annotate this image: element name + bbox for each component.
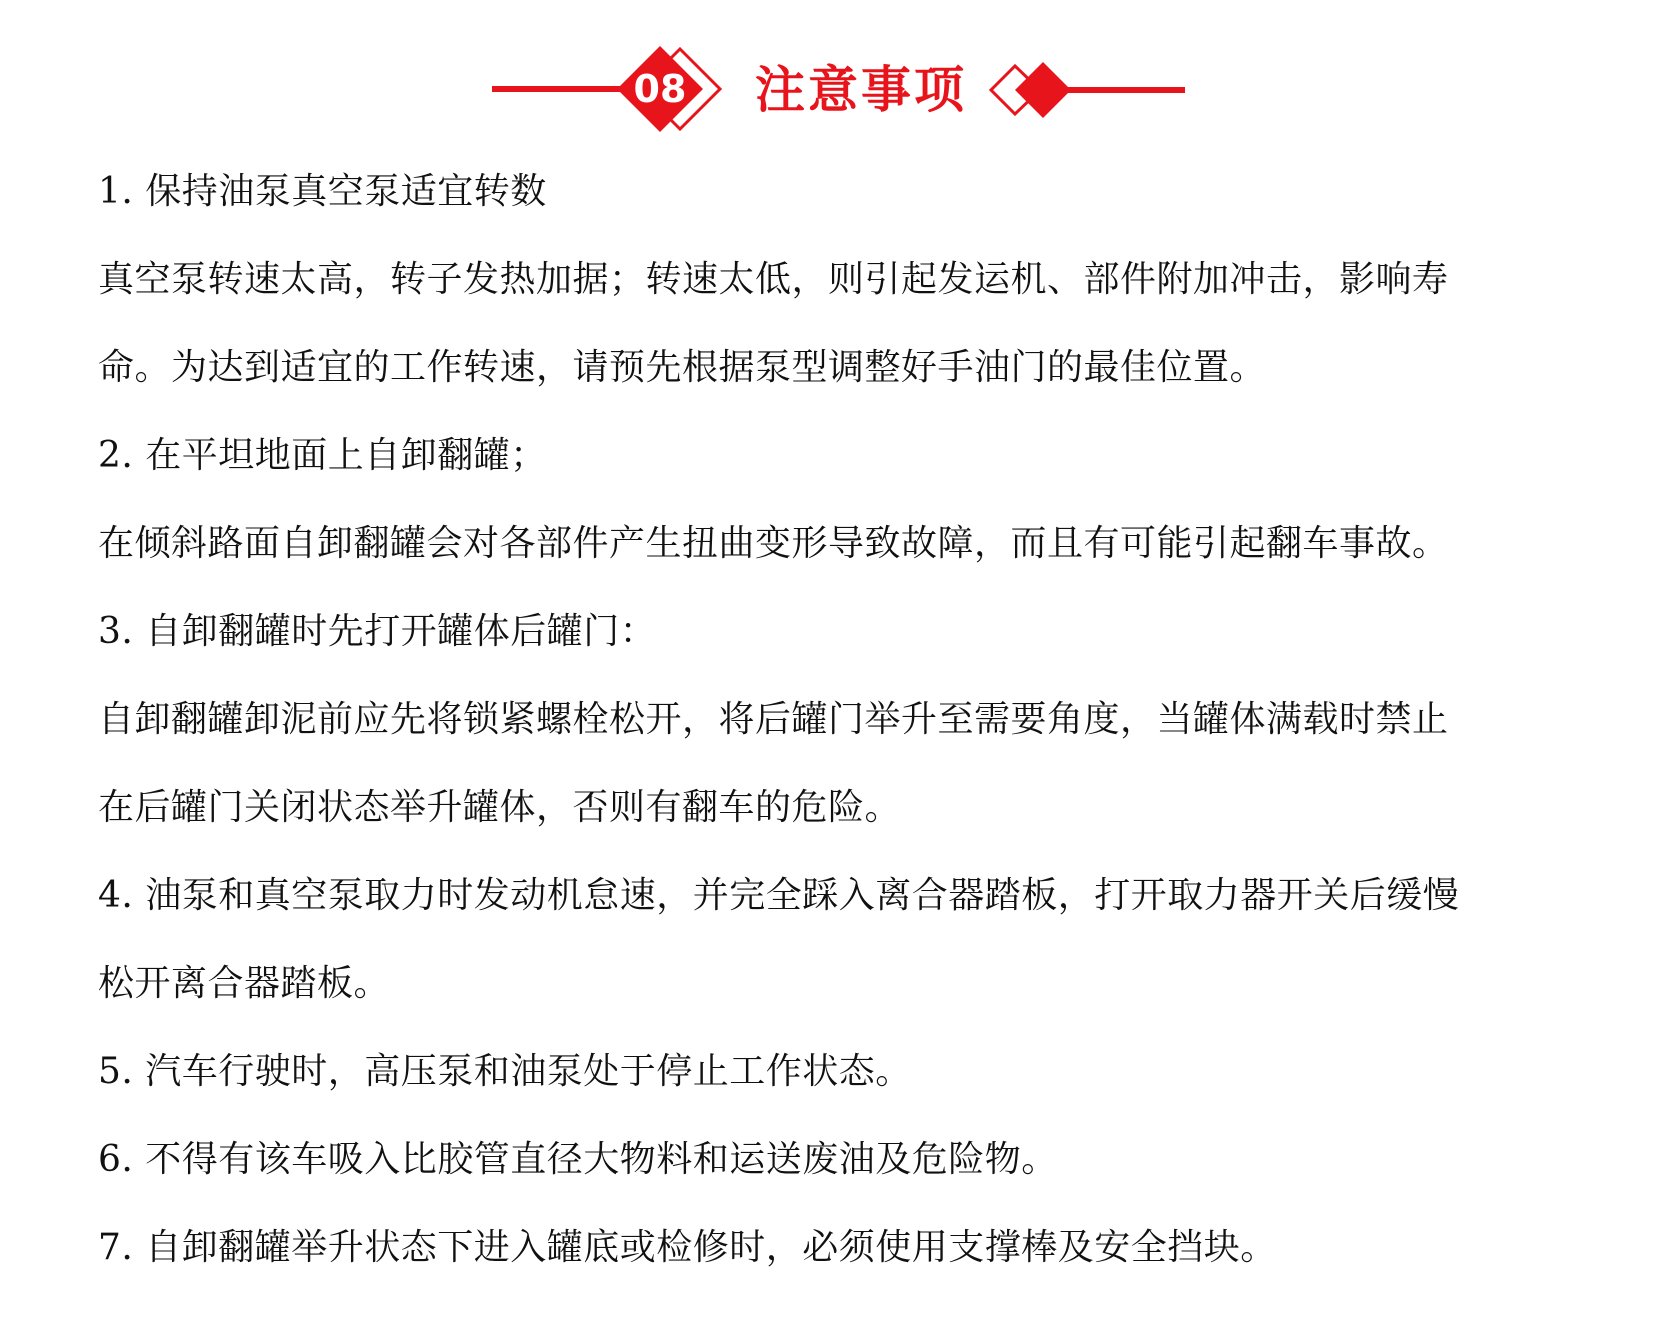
note-line: 3. 自卸翻罐时先打开罐体后罐门： bbox=[98, 611, 657, 652]
note-line: 5. 汽车行驶时，高压泵和油泵处于停止工作状态。 bbox=[98, 1051, 912, 1092]
section-title: 注意事项 bbox=[755, 61, 967, 119]
note-line: 在后罐门关闭状态举升罐体，否则有翻车的危险。 bbox=[98, 787, 902, 828]
note-line: 1. 保持油泵真空泵适宜转数 bbox=[98, 171, 547, 212]
note-line: 真空泵转速太高，转子发热加据；转速太低，则引起发运机、部件附加冲击，影响寿 bbox=[98, 259, 1449, 300]
section-number-badge: 08 bbox=[633, 67, 687, 111]
note-line: 自卸翻罐卸泥前应先将锁紧螺栓松开，将后罐门举升至需要角度，当罐体满载时禁止 bbox=[98, 699, 1449, 740]
note-line: 6. 不得有该车吸入比胶管直径大物料和运送废油及危险物。 bbox=[98, 1139, 1058, 1180]
note-line: 在倾斜路面自卸翻罐会对各部件产生扭曲变形导致故障，而且有可能引起翻车事故。 bbox=[98, 523, 1449, 564]
note-line: 4. 油泵和真空泵取力时发动机怠速，并完全踩入离合器踏板，打开取力器开关后缓慢 bbox=[98, 875, 1460, 916]
note-line: 7. 自卸翻罐举升状态下进入罐底或检修时，必须使用支撑棒及安全挡块。 bbox=[98, 1227, 1277, 1268]
note-line: 松开离合器踏板。 bbox=[98, 963, 391, 1004]
section-header bbox=[0, 40, 1654, 140]
notes-body bbox=[98, 148, 1568, 1292]
note-line: 2. 在平坦地面上自卸翻罐； bbox=[98, 435, 547, 476]
note-line: 命。为达到适宜的工作转速，请预先根据泵型调整好手油门的最佳位置。 bbox=[98, 347, 1267, 388]
